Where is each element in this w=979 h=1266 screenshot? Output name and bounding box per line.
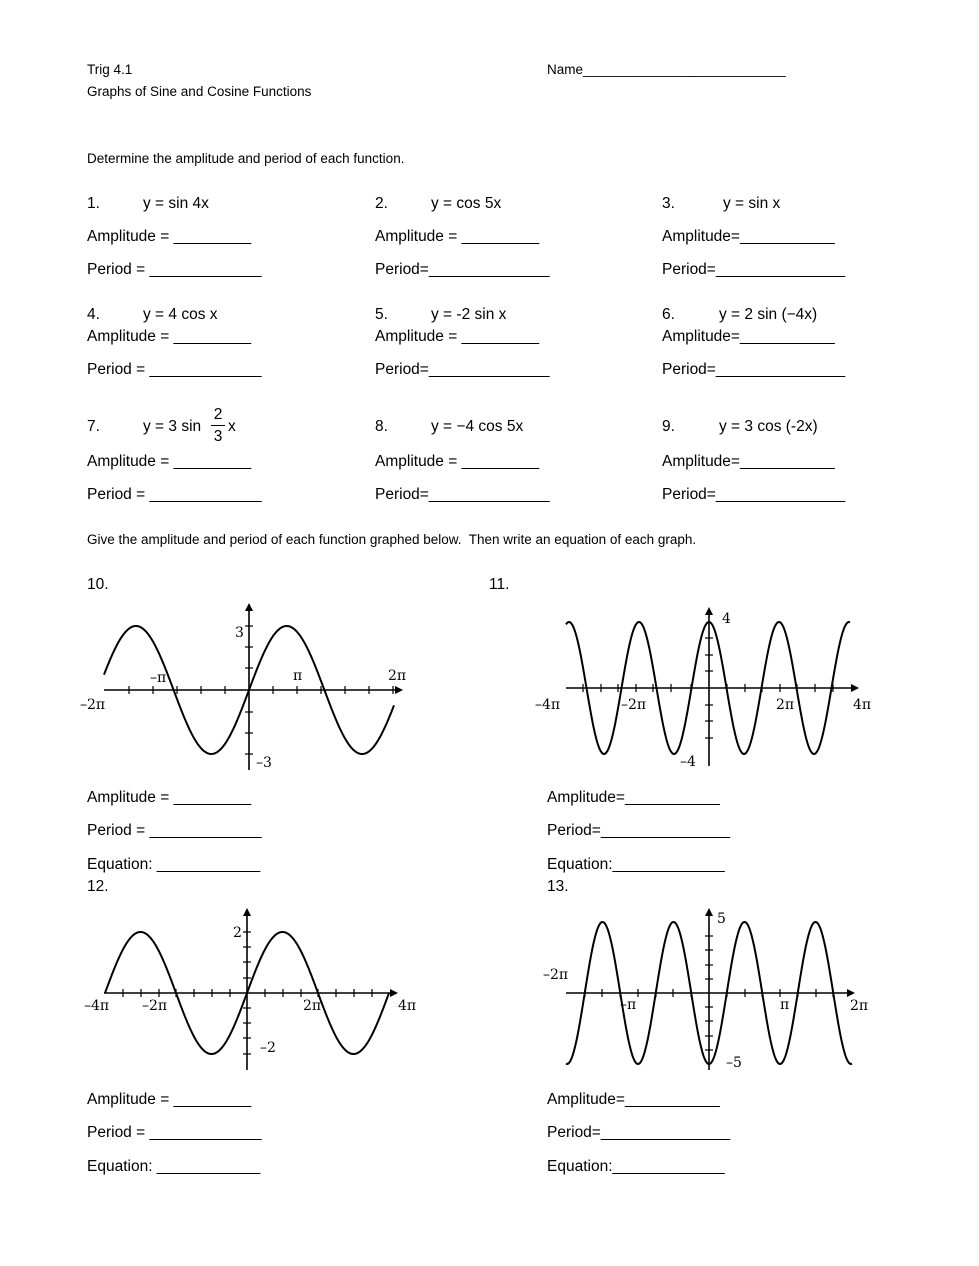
- amplitude-blank[interactable]: Amplitude=___________: [547, 1091, 720, 1108]
- section2-instruction: Give the amplitude and period of each function graphed below. Then write an equation of each graph.: [87, 532, 697, 547]
- problem-number: 2.: [375, 195, 388, 212]
- amplitude-blank[interactable]: Amplitude=___________: [547, 789, 720, 806]
- problem-number: 4.: [87, 306, 100, 323]
- x-label-neg: –2π: [80, 697, 106, 713]
- period-blank[interactable]: Period=_______________: [547, 1124, 731, 1141]
- y-label-top: 2: [233, 925, 242, 941]
- x-label-pos-mid: π: [780, 997, 790, 1013]
- equation-blank[interactable]: Equation:_____________: [547, 1158, 725, 1175]
- y-label-bottom: –3: [256, 755, 272, 771]
- problem-equation: y = 3 sin: [143, 418, 202, 435]
- y-label-bottom: –4: [680, 754, 696, 770]
- equation-blank[interactable]: Equation:_____________: [547, 856, 725, 873]
- problem-equation-variable: x: [228, 418, 236, 435]
- x-label-neg-mid: –2π: [142, 998, 168, 1014]
- y-label-bottom: –2: [260, 1040, 276, 1056]
- x-label-neg-mid: –2π: [621, 697, 647, 713]
- x-label-pos: 4π: [853, 697, 872, 713]
- x-label-pos-mid: π: [293, 668, 303, 684]
- x-label-pos: 2π: [388, 668, 407, 684]
- period-blank[interactable]: Period = _____________: [87, 361, 262, 378]
- period-blank[interactable]: Period = _____________: [87, 1124, 262, 1141]
- problem-number: 9.: [662, 418, 675, 435]
- x-axis-arrow: [847, 989, 855, 997]
- graph-number: 12.: [87, 878, 109, 895]
- amplitude-blank[interactable]: Amplitude = _________: [87, 1091, 252, 1108]
- equation-blank[interactable]: Equation: ____________: [87, 856, 261, 873]
- fraction-denominator: 3: [213, 427, 223, 445]
- period-blank[interactable]: Period = _____________: [87, 261, 262, 278]
- problem-number: 5.: [375, 306, 388, 323]
- period-blank[interactable]: Period = _____________: [87, 822, 262, 839]
- period-blank[interactable]: Period=______________: [375, 361, 550, 378]
- problem-equation: y = −4 cos 5x: [431, 418, 524, 435]
- section1-instruction: Determine the amplitude and period of each function.: [87, 151, 405, 166]
- amplitude-blank[interactable]: Amplitude = _________: [375, 228, 540, 245]
- period-blank[interactable]: Period=_______________: [662, 486, 846, 503]
- period-blank[interactable]: Period=______________: [375, 486, 550, 503]
- y-label-top: 4: [722, 611, 731, 627]
- amplitude-blank[interactable]: Amplitude = _________: [375, 453, 540, 470]
- x-label-neg: –4π: [535, 697, 561, 713]
- amplitude-blank[interactable]: Amplitude = _________: [87, 228, 252, 245]
- problem-number: 8.: [375, 418, 388, 435]
- period-blank[interactable]: Period=_______________: [662, 361, 846, 378]
- fraction-numerator: 2: [213, 406, 223, 423]
- amplitude-blank[interactable]: Amplitude = _________: [87, 453, 252, 470]
- y-label-bottom: –5: [726, 1055, 742, 1071]
- amplitude-blank[interactable]: Amplitude=___________: [662, 228, 835, 245]
- problem-number: 6.: [662, 306, 675, 323]
- amplitude-blank[interactable]: Amplitude = _________: [375, 328, 540, 345]
- graph-number: 10.: [87, 576, 109, 593]
- amplitude-blank[interactable]: Amplitude=___________: [662, 328, 835, 345]
- x-label-neg: –2π: [543, 967, 569, 983]
- period-blank[interactable]: Period = _____________: [87, 486, 262, 503]
- equation-blank[interactable]: Equation: ____________: [87, 1158, 261, 1175]
- period-blank[interactable]: Period=______________: [375, 261, 550, 278]
- problem-equation: y = 2 sin (−4x): [719, 306, 818, 323]
- y-axis-arrow: [705, 908, 713, 916]
- x-label-pos: 2π: [850, 998, 869, 1014]
- x-label-neg-mid: –π: [150, 670, 167, 686]
- problem-equation: y = sin x: [723, 195, 781, 212]
- x-label-pos: 4π: [398, 998, 417, 1014]
- amplitude-blank[interactable]: Amplitude=___________: [662, 453, 835, 470]
- graph-number: 11.: [489, 576, 510, 593]
- problem-equation: y = cos 5x: [431, 195, 502, 212]
- x-label-neg-mid: –π: [620, 997, 637, 1013]
- problem-equation: y = 3 cos (-2x): [719, 418, 818, 435]
- problem-equation: y = -2 sin x: [431, 306, 507, 323]
- course-label: Trig 4.1: [87, 62, 133, 77]
- period-blank[interactable]: Period=_______________: [662, 261, 846, 278]
- x-label-pos-mid: 2π: [776, 697, 795, 713]
- period-blank[interactable]: Period=_______________: [547, 822, 731, 839]
- worksheet-subtitle: Graphs of Sine and Cosine Functions: [87, 84, 312, 99]
- amplitude-blank[interactable]: Amplitude = _________: [87, 789, 252, 806]
- problem-number: 3.: [662, 195, 675, 212]
- y-label-top: 3: [235, 625, 244, 641]
- x-label-pos-mid: 2π: [303, 998, 322, 1014]
- problem-equation: y = 4 cos x: [143, 306, 218, 323]
- x-label-neg: –4π: [84, 998, 110, 1014]
- problem-number: 1.: [87, 195, 100, 212]
- problem-number: 7.: [87, 418, 100, 435]
- name-field[interactable]: Name___________________________: [547, 62, 786, 77]
- graph-number: 13.: [547, 878, 569, 895]
- amplitude-blank[interactable]: Amplitude = _________: [87, 328, 252, 345]
- problem-equation: y = sin 4x: [143, 195, 209, 212]
- y-label-top: 5: [717, 911, 726, 927]
